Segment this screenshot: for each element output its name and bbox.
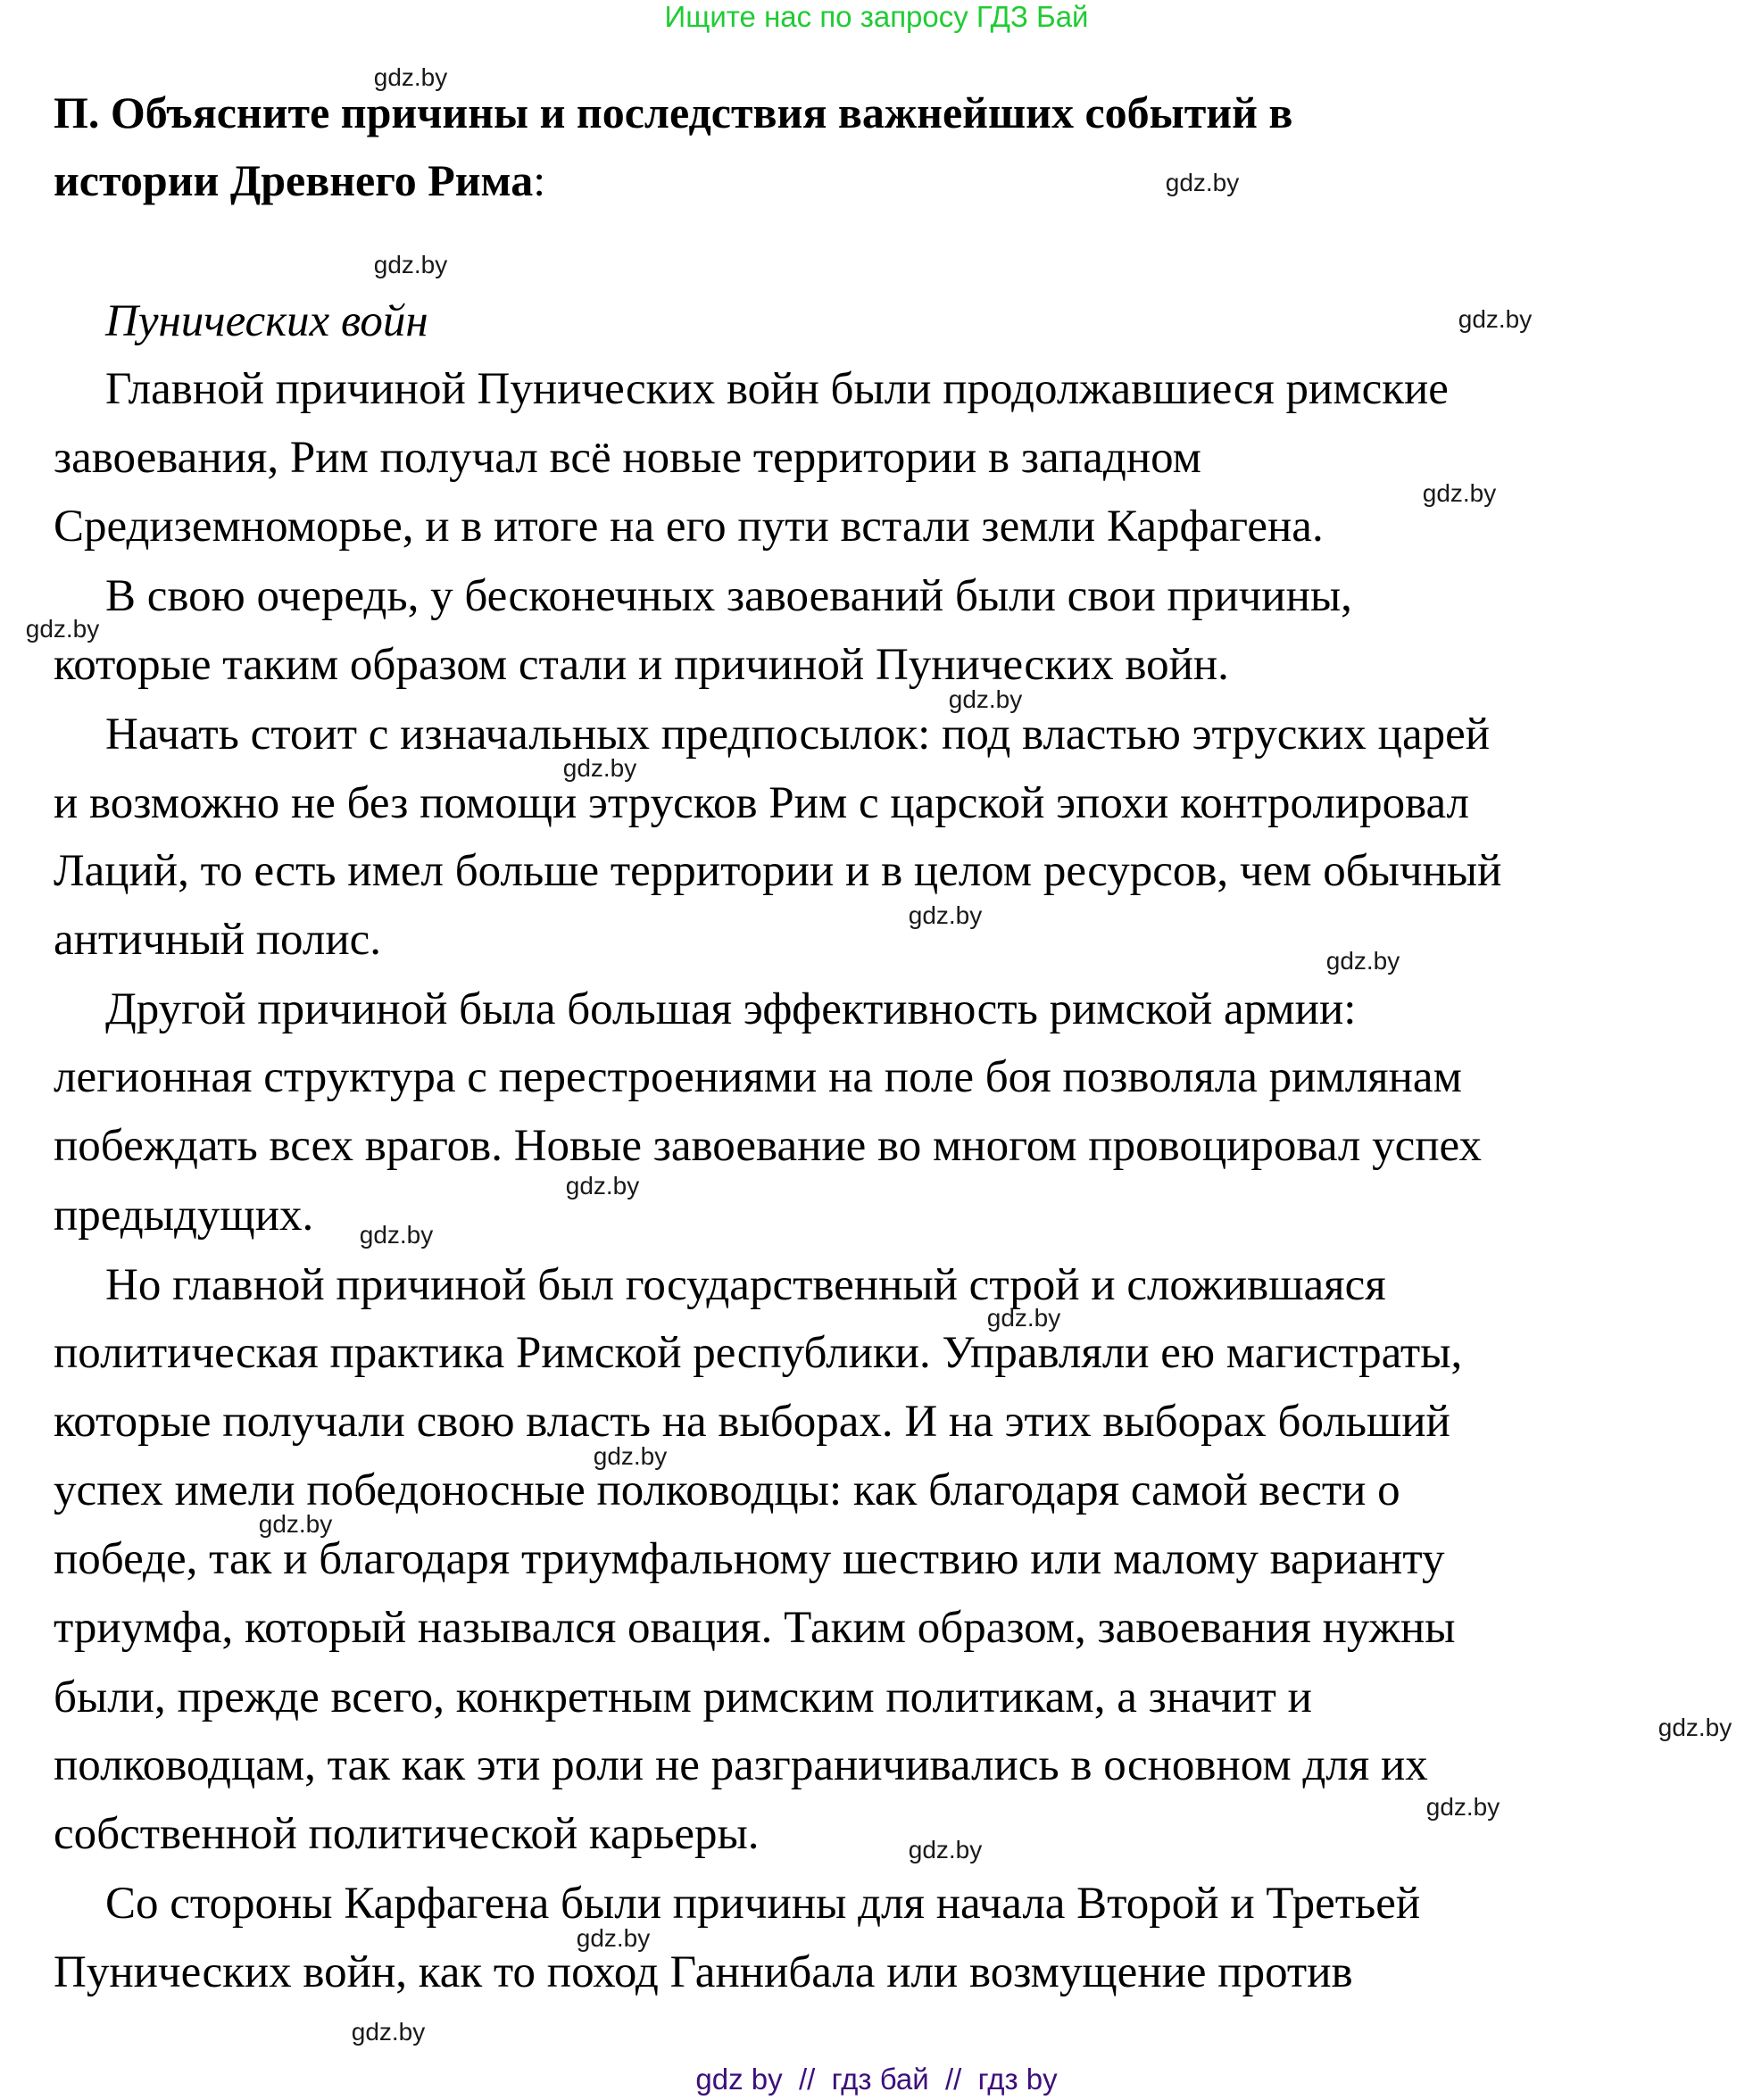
watermark: gdz.by	[25, 615, 100, 643]
paragraph-line: Другой причиной была большая эффективность римской армии:	[105, 984, 1357, 1034]
paragraph-line: полководцам, так как эти роли не разграничивались в основном для их	[54, 1740, 1428, 1790]
watermark: gdz.by	[1422, 479, 1497, 507]
paragraph-line: легионная структура с перестроениями на поле боя позволяла римлянам	[54, 1052, 1462, 1102]
watermark: gdz.by	[1325, 947, 1400, 975]
watermark: gdz.by	[948, 685, 1023, 713]
watermark: gdz.by	[1165, 169, 1240, 196]
watermark: gdz.by	[565, 1172, 640, 1199]
watermark: gdz.by	[986, 1304, 1061, 1332]
page-title-text: истории Древнего Рима	[54, 155, 534, 205]
paragraph-line: Лаций, то есть имел больше территории и в целом ресурсов, чем обычный	[54, 846, 1502, 896]
watermark: gdz.by	[1458, 305, 1533, 333]
paragraph-line: и возможно не без помощи этрусков Рим с царской эпохи контролировал	[54, 778, 1470, 828]
watermark: gdz.by	[373, 251, 448, 278]
paragraph-line: собственной политической карьеры.	[54, 1809, 760, 1859]
watermark: gdz.by	[593, 1442, 668, 1470]
paragraph-line: успех имели победоносные полководцы: как благодаря самой вести о	[54, 1465, 1400, 1515]
watermark: gdz.by	[562, 754, 637, 782]
paragraph-line: которые получали свою власть на выборах. И на этих выборах больший	[54, 1397, 1450, 1447]
paragraph-line: триумфа, который назывался овация. Таким образом, завоевания нужны	[54, 1603, 1456, 1653]
paragraph-line: завоевания, Рим получал всё новые территории в западном	[54, 433, 1201, 483]
page-title-colon: :	[533, 155, 546, 205]
paragraph-line: Главной причиной Пунических войн были продолжавшиеся римские	[105, 364, 1449, 414]
watermark: gdz.by	[908, 901, 983, 929]
watermark: gdz.by	[1425, 1793, 1500, 1821]
paragraph-line: побеждать всех врагов. Новые завоевание во многом провоцировал успех	[54, 1121, 1483, 1171]
watermark: gdz.by	[373, 63, 448, 91]
page-title-line-1: П. Объясните причины и последствия важнейших событий в	[54, 87, 1293, 137]
paragraph-line: Средиземноморье, и в итоге на его пути встали земли Карфагена.	[54, 502, 1324, 552]
paragraph-line: Со стороны Карфагена были причины для начала Второй и Третьей	[105, 1879, 1421, 1929]
footer-links: gdz by // гдз бай // гдз by	[695, 2063, 1058, 2096]
page-title-line-2	[54, 154, 545, 207]
watermark: gdz.by	[1657, 1714, 1732, 1741]
paragraph-line: античный полис.	[54, 915, 382, 965]
paragraph-line: победе, так и благодаря триумфальному шествию или малому варианту	[54, 1534, 1445, 1584]
section-heading: Пунических войн	[105, 296, 428, 346]
paragraph-line: были, прежде всего, конкретным римским политикам, а значит и	[54, 1673, 1312, 1722]
paragraph-line: политическая практика Римской республики. Управляли ею магистраты,	[54, 1328, 1463, 1378]
watermark: gdz.by	[359, 1221, 434, 1249]
paragraph-line: Начать стоит с изначальных предпосылок: под властью этруских царей	[105, 710, 1491, 759]
paragraph-line: Пунических войн, как то поход Ганнибала или возмущение против	[54, 1947, 1353, 1997]
watermark: gdz.by	[351, 2018, 426, 2046]
paragraph-line: предыдущих.	[54, 1191, 314, 1241]
paragraph-line: которые таким образом стали и причиной Пунических войн.	[54, 640, 1229, 690]
paragraph-line: Но главной причиной был государственный строй и сложившаяся	[105, 1260, 1386, 1310]
top-banner: Ищите нас по запросу ГДЗ Бай	[664, 0, 1089, 33]
paragraph-line: В свою очередь, у бесконечных завоеваний были свои причины,	[105, 571, 1352, 621]
watermark: gdz.by	[576, 1924, 651, 1952]
watermark: gdz.by	[258, 1510, 333, 1538]
watermark: gdz.by	[908, 1836, 983, 1863]
